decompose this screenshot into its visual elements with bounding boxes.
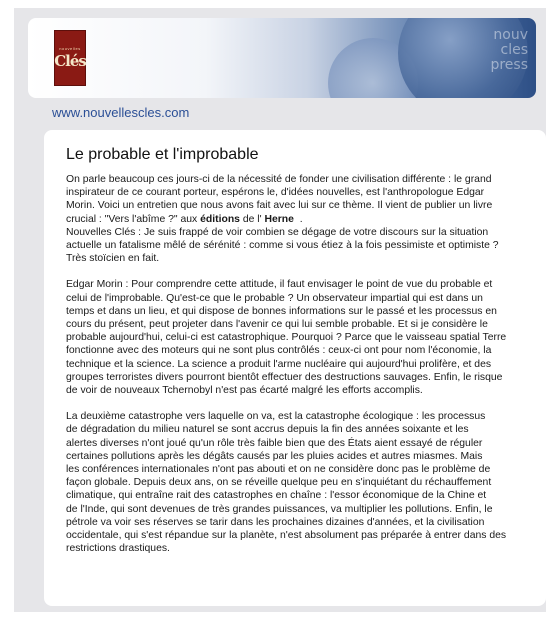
text-line: groupes terroristes divers pourront bientôt effectuer des destructions sauvages. Enfin, le risque [66,371,503,383]
text-line: Nouvelles Clés : Je suis frappé de voir combien se dégage de votre discours sur la situation [66,226,489,238]
logo-small-text: nouvelles [59,46,81,51]
text-line: occidentale, qui s'est répandue sur la planète, n'est absolument pas préparée à entrer dans des [66,530,507,542]
text-line: actuelle un fatalisme mêlé de sérénité : comme si vous étiez à la fois pessimiste et optimiste ? [66,240,499,252]
text-line: façon globale. Depuis deux ans, on se réveille quelque peu en s'inquiétant du réchauffement [66,477,492,489]
publisher-name: Herne [264,213,294,225]
text-line: Morin. Voici un entretien que nous avons fait avec lui sur ce thème. Il vient de publier un livre [66,200,493,212]
banner-ghost-text [490,28,528,73]
banner-ghost-line: nouv [493,27,528,43]
text-line: temps et dans un lieu, et qui dispose de bonnes informations sur le passé et les processus en [66,305,497,317]
inline-text: de l' [242,213,262,225]
text-line: Très stoïcien en fait. [66,253,160,265]
page-frame [14,8,546,612]
article-body [66,173,540,568]
inline-text: . [299,213,303,225]
site-logo[interactable] [54,30,86,86]
text-line: de l'Inde, qui sont devenues de très grandes puissances, va multiplier les pollutions. Enfin, le [66,503,493,515]
article-panel [44,130,546,606]
text-line: On parle beaucoup ces jours-ci de la nécessité de fonder une civilisation différente : le grand [66,174,492,185]
inline-text: crucial : "Vers l'abîme ?" aux [66,213,198,225]
logo-big-text: Clés [54,52,86,70]
text-line: certaines pollutions après les dégâts causés par les pluies acides et autres miasmes. Mais [66,450,483,462]
text-line: La deuxième catastrophe vers laquelle on va, est la catastrophe écologique : les processus [66,411,486,423]
text-line: les conférences internationales n'ont pas abouti et on ne considère donc pas le problème de [66,464,491,476]
text-line: probable aujourd'hui, celui-ci est catastrophique. Pourquoi ? Parce que le vaisseau spatial Terre [66,332,507,344]
editions-label: éditions [200,213,240,225]
text-line: cours du présent, peut projeter dans l'avenir ce qui lui semble probable. Et si je considère le [66,319,488,331]
text-line [66,213,540,226]
text-line: fonctionne avec des moteurs qui ne sont plus contrôlés : ceux-ci ont pour nom l'économie, la [66,345,492,357]
banner-ghost-line: cles [500,42,528,58]
text-line: Edgar Morin : Pour comprendre cette attitude, il faut envisager le point de vue du probable et [66,279,493,291]
text-line: inspirateur de ce courant porteur, espérons le, d'idées nouvelles, est l'anthropologue Edgar [66,187,485,199]
text-line: de voir de nouveaux Tchernobyl n'est pas écarté malgré les efforts accomplis. [66,385,423,397]
text-line: de dégradation du milieu naturel se sont accrus depuis la fin des années soixante et les [66,424,469,436]
paragraph-probable [66,278,540,397]
text-line: alertes diverses n'ont joué qu'un rôle très faible bien que des États aient essayé de réguler [66,437,483,449]
header-banner [28,18,536,98]
site-url-link[interactable]: www.nouvellescles.com [52,105,190,120]
text-line: climatique, qui entraîne rait des catastrophes en chaîne : l'essor économique de la Chine et [66,490,487,502]
paragraph-intro [66,173,540,265]
text-line: pétrole va voir ses réserves se tarir dans les prochaines dizaines d'années, et la civilisation [66,516,485,528]
text-line: restrictions drastiques. [66,543,170,555]
text-line: celui de l'improbable. Qu'est-ce que le probable ? Un observateur impartial qui est dans un [66,292,483,304]
text-line: technique et la science. La science a produit l'arme nucléaire qui aujourd'hui prolifère, et des [66,358,492,370]
paragraph-ecology [66,410,540,555]
article-title: Le probable et l'improbable [66,146,259,163]
banner-ghost-line: press [490,57,528,73]
